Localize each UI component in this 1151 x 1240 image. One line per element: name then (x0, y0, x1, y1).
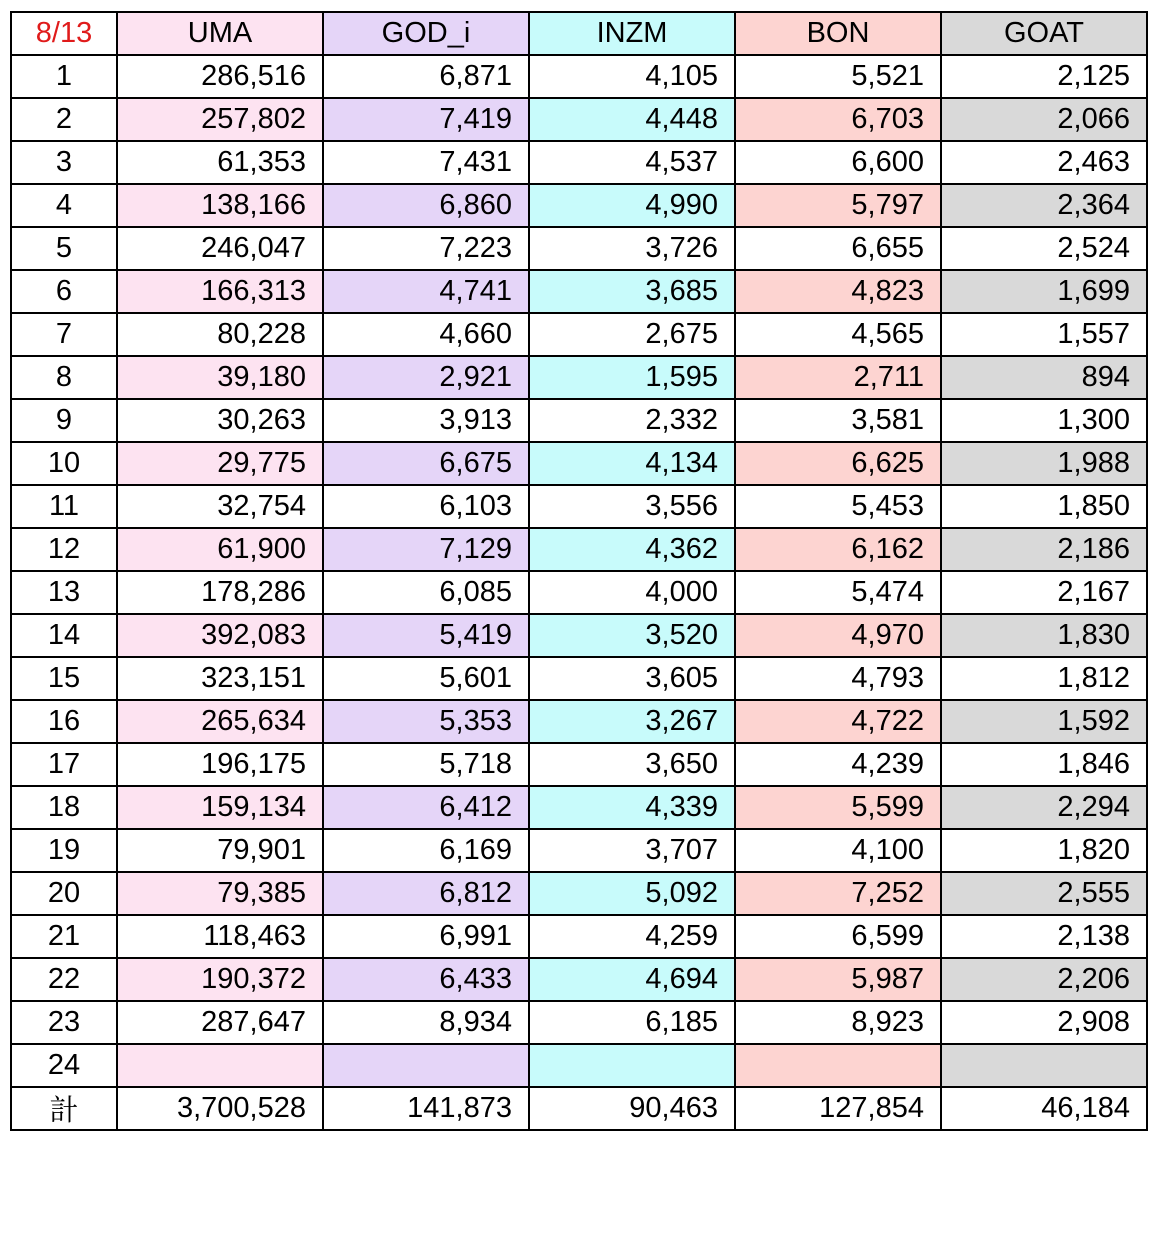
cell-goat[interactable]: 2,125 (941, 55, 1147, 98)
cell-bon[interactable]: 6,600 (735, 141, 941, 184)
cell-god-i[interactable]: 5,601 (323, 657, 529, 700)
cell-bon[interactable]: 6,599 (735, 915, 941, 958)
row-label[interactable]: 5 (11, 227, 117, 270)
cell-inzm[interactable]: 2,675 (529, 313, 735, 356)
cell-inzm[interactable]: 4,448 (529, 98, 735, 141)
header-row (11, 12, 1147, 55)
row-label[interactable]: 2 (11, 98, 117, 141)
cell-uma[interactable]: 246,047 (117, 227, 323, 270)
row-label[interactable]: 12 (11, 528, 117, 571)
row-label[interactable]: 15 (11, 657, 117, 700)
cell-goat[interactable]: 1,699 (941, 270, 1147, 313)
table-row (11, 958, 1147, 1001)
cell-goat[interactable]: 1,846 (941, 743, 1147, 786)
cell-inzm[interactable]: 4,990 (529, 184, 735, 227)
cell-bon[interactable]: 7,252 (735, 872, 941, 915)
cell-goat[interactable]: 1,850 (941, 485, 1147, 528)
cell-god-i[interactable]: 6,412 (323, 786, 529, 829)
row-label[interactable]: 17 (11, 743, 117, 786)
row-label[interactable]: 8 (11, 356, 117, 399)
cell-uma[interactable]: 265,634 (117, 700, 323, 743)
table-row (11, 442, 1147, 485)
cell-inzm[interactable]: 4,259 (529, 915, 735, 958)
cell-goat[interactable]: 2,294 (941, 786, 1147, 829)
cell-uma[interactable]: 30,263 (117, 399, 323, 442)
cell-god-i[interactable]: 6,991 (323, 915, 529, 958)
cell-goat[interactable]: 46,184 (941, 1087, 1147, 1130)
cell-inzm[interactable]: 4,000 (529, 571, 735, 614)
cell-god-i[interactable]: 6,812 (323, 872, 529, 915)
cell-god-i[interactable]: 6,433 (323, 958, 529, 1001)
cell-bon[interactable]: 5,599 (735, 786, 941, 829)
cell-god-i[interactable]: 5,718 (323, 743, 529, 786)
cell-inzm[interactable]: 3,707 (529, 829, 735, 872)
cell-uma[interactable]: 3,700,528 (117, 1087, 323, 1130)
cell-goat[interactable]: 1,557 (941, 313, 1147, 356)
cell-god-i[interactable]: 5,353 (323, 700, 529, 743)
cell-uma[interactable]: 79,901 (117, 829, 323, 872)
table-row (11, 1044, 1147, 1087)
cell-inzm[interactable]: 4,362 (529, 528, 735, 571)
cell-bon[interactable]: 8,923 (735, 1001, 941, 1044)
cell-goat[interactable]: 894 (941, 356, 1147, 399)
row-label[interactable]: 3 (11, 141, 117, 184)
hourly-count-table (10, 11, 1148, 1131)
cell-god-i[interactable]: 8,934 (323, 1001, 529, 1044)
table-row (11, 1001, 1147, 1044)
cell-god-i[interactable]: 6,871 (323, 55, 529, 98)
row-label[interactable]: 10 (11, 442, 117, 485)
cell-bon[interactable]: 6,655 (735, 227, 941, 270)
table-row (11, 356, 1147, 399)
table-row (11, 227, 1147, 270)
table-row (11, 743, 1147, 786)
cell-goat[interactable]: 2,555 (941, 872, 1147, 915)
row-label[interactable]: 24 (11, 1044, 117, 1087)
cell-uma[interactable]: 79,385 (117, 872, 323, 915)
header-goat[interactable]: GOAT (941, 12, 1147, 55)
cell-bon[interactable]: 6,703 (735, 98, 941, 141)
cell-uma[interactable]: 323,151 (117, 657, 323, 700)
row-label[interactable]: 19 (11, 829, 117, 872)
table-row (11, 786, 1147, 829)
cell-goat[interactable]: 2,908 (941, 1001, 1147, 1044)
cell-bon[interactable]: 5,474 (735, 571, 941, 614)
row-label[interactable]: 16 (11, 700, 117, 743)
cell-inzm[interactable]: 3,726 (529, 227, 735, 270)
cell-god-i[interactable]: 2,921 (323, 356, 529, 399)
table-row (11, 55, 1147, 98)
cell-god-i[interactable]: 6,169 (323, 829, 529, 872)
cell-bon[interactable] (735, 1044, 941, 1087)
cell-uma[interactable]: 118,463 (117, 915, 323, 958)
cell-bon[interactable]: 5,797 (735, 184, 941, 227)
table-row (11, 270, 1147, 313)
cell-uma[interactable]: 61,353 (117, 141, 323, 184)
cell-inzm[interactable]: 5,092 (529, 872, 735, 915)
cell-inzm[interactable]: 3,605 (529, 657, 735, 700)
row-label[interactable]: 20 (11, 872, 117, 915)
header-god-i[interactable]: GOD_i (323, 12, 529, 55)
row-label[interactable]: 22 (11, 958, 117, 1001)
cell-god-i[interactable]: 7,431 (323, 141, 529, 184)
cell-goat[interactable]: 2,364 (941, 184, 1147, 227)
table-row (11, 313, 1147, 356)
cell-god-i[interactable] (323, 1044, 529, 1087)
cell-uma[interactable]: 159,134 (117, 786, 323, 829)
cell-inzm[interactable]: 3,556 (529, 485, 735, 528)
cell-god-i[interactable]: 6,675 (323, 442, 529, 485)
table-row (11, 184, 1147, 227)
cell-inzm[interactable]: 4,537 (529, 141, 735, 184)
cell-uma[interactable]: 287,647 (117, 1001, 323, 1044)
cell-bon[interactable]: 4,793 (735, 657, 941, 700)
total-row (11, 1087, 1147, 1130)
cell-bon[interactable]: 3,581 (735, 399, 941, 442)
row-label[interactable]: 21 (11, 915, 117, 958)
row-label[interactable]: 9 (11, 399, 117, 442)
row-label[interactable]: 18 (11, 786, 117, 829)
row-label[interactable]: 13 (11, 571, 117, 614)
cell-uma[interactable] (117, 1044, 323, 1087)
header-inzm[interactable]: INZM (529, 12, 735, 55)
cell-uma[interactable]: 80,228 (117, 313, 323, 356)
cell-bon[interactable]: 4,100 (735, 829, 941, 872)
cell-inzm[interactable]: 3,685 (529, 270, 735, 313)
cell-inzm[interactable]: 90,463 (529, 1087, 735, 1130)
cell-uma[interactable]: 190,372 (117, 958, 323, 1001)
cell-inzm[interactable]: 1,595 (529, 356, 735, 399)
cell-goat[interactable]: 1,592 (941, 700, 1147, 743)
cell-uma[interactable]: 32,754 (117, 485, 323, 528)
cell-uma[interactable]: 196,175 (117, 743, 323, 786)
cell-goat[interactable]: 1,300 (941, 399, 1147, 442)
cell-bon[interactable]: 4,823 (735, 270, 941, 313)
cell-goat[interactable] (941, 1044, 1147, 1087)
cell-inzm[interactable] (529, 1044, 735, 1087)
header-bon[interactable]: BON (735, 12, 941, 55)
header-uma[interactable]: UMA (117, 12, 323, 55)
cell-goat[interactable]: 2,066 (941, 98, 1147, 141)
cell-bon[interactable]: 5,987 (735, 958, 941, 1001)
cell-inzm[interactable]: 4,134 (529, 442, 735, 485)
cell-uma[interactable]: 392,083 (117, 614, 323, 657)
cell-inzm[interactable]: 3,267 (529, 700, 735, 743)
cell-bon[interactable]: 4,722 (735, 700, 941, 743)
cell-goat[interactable]: 2,138 (941, 915, 1147, 958)
table-row (11, 915, 1147, 958)
row-label[interactable]: 23 (11, 1001, 117, 1044)
row-label[interactable]: 計 (11, 1087, 117, 1130)
cell-bon[interactable]: 6,162 (735, 528, 941, 571)
cell-inzm[interactable]: 4,694 (529, 958, 735, 1001)
cell-god-i[interactable]: 3,913 (323, 399, 529, 442)
table-row (11, 657, 1147, 700)
row-label[interactable]: 7 (11, 313, 117, 356)
cell-goat[interactable]: 2,524 (941, 227, 1147, 270)
cell-inzm[interactable]: 3,520 (529, 614, 735, 657)
date-cell[interactable]: 8/13 (11, 12, 117, 55)
cell-uma[interactable]: 166,313 (117, 270, 323, 313)
table-row (11, 614, 1147, 657)
cell-uma[interactable]: 39,180 (117, 356, 323, 399)
cell-inzm[interactable]: 6,185 (529, 1001, 735, 1044)
row-label[interactable]: 1 (11, 55, 117, 98)
table-row (11, 829, 1147, 872)
cell-uma[interactable]: 178,286 (117, 571, 323, 614)
cell-goat[interactable]: 2,167 (941, 571, 1147, 614)
cell-bon[interactable]: 5,453 (735, 485, 941, 528)
cell-god-i[interactable]: 4,660 (323, 313, 529, 356)
cell-god-i[interactable]: 7,129 (323, 528, 529, 571)
cell-bon[interactable]: 6,625 (735, 442, 941, 485)
cell-god-i[interactable]: 7,419 (323, 98, 529, 141)
cell-goat[interactable]: 1,988 (941, 442, 1147, 485)
row-label[interactable]: 11 (11, 485, 117, 528)
cell-uma[interactable]: 138,166 (117, 184, 323, 227)
table-row (11, 141, 1147, 184)
table-row (11, 528, 1147, 571)
cell-god-i[interactable]: 141,873 (323, 1087, 529, 1130)
cell-inzm[interactable]: 4,105 (529, 55, 735, 98)
cell-goat[interactable]: 1,820 (941, 829, 1147, 872)
table-row (11, 571, 1147, 614)
cell-inzm[interactable]: 2,332 (529, 399, 735, 442)
cell-goat[interactable]: 2,206 (941, 958, 1147, 1001)
cell-god-i[interactable]: 7,223 (323, 227, 529, 270)
table-row (11, 485, 1147, 528)
cell-uma[interactable]: 29,775 (117, 442, 323, 485)
cell-uma[interactable]: 61,900 (117, 528, 323, 571)
cell-god-i[interactable]: 6,103 (323, 485, 529, 528)
cell-god-i[interactable]: 5,419 (323, 614, 529, 657)
cell-goat[interactable]: 1,830 (941, 614, 1147, 657)
cell-goat[interactable]: 2,186 (941, 528, 1147, 571)
cell-goat[interactable]: 2,463 (941, 141, 1147, 184)
cell-inzm[interactable]: 3,650 (529, 743, 735, 786)
table-row (11, 700, 1147, 743)
cell-bon[interactable]: 4,970 (735, 614, 941, 657)
cell-god-i[interactable]: 4,741 (323, 270, 529, 313)
cell-goat[interactable]: 1,812 (941, 657, 1147, 700)
cell-god-i[interactable]: 6,085 (323, 571, 529, 614)
cell-bon[interactable]: 4,239 (735, 743, 941, 786)
cell-uma[interactable]: 257,802 (117, 98, 323, 141)
cell-bon[interactable]: 5,521 (735, 55, 941, 98)
cell-bon[interactable]: 4,565 (735, 313, 941, 356)
table-row (11, 872, 1147, 915)
cell-bon[interactable]: 127,854 (735, 1087, 941, 1130)
cell-inzm[interactable]: 4,339 (529, 786, 735, 829)
cell-bon[interactable]: 2,711 (735, 356, 941, 399)
cell-uma[interactable]: 286,516 (117, 55, 323, 98)
table-row (11, 98, 1147, 141)
table-row (11, 399, 1147, 442)
row-label[interactable]: 6 (11, 270, 117, 313)
row-label[interactable]: 4 (11, 184, 117, 227)
row-label[interactable]: 14 (11, 614, 117, 657)
cell-god-i[interactable]: 6,860 (323, 184, 529, 227)
